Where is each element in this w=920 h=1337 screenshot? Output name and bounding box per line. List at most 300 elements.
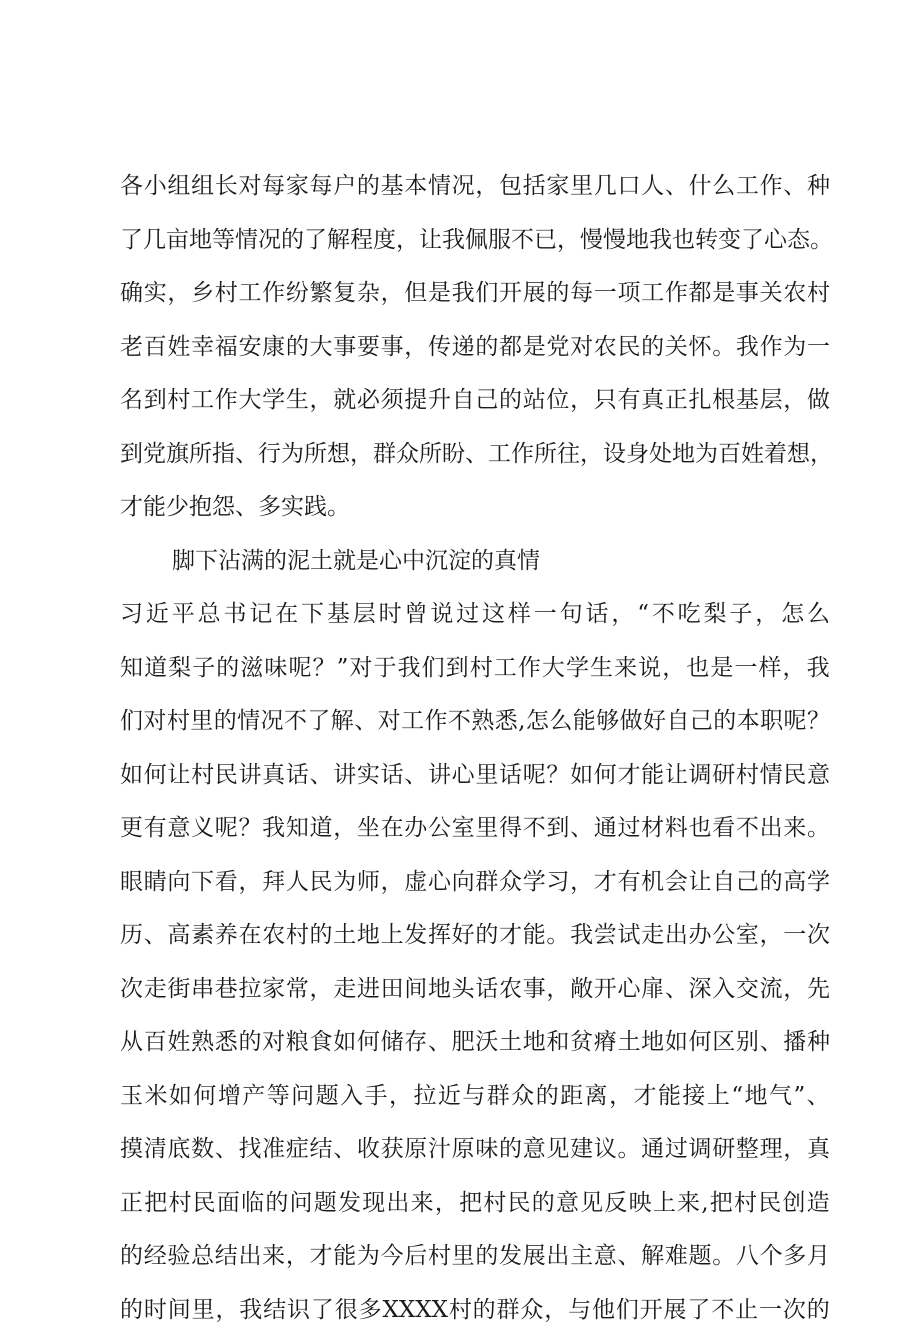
glyph: 播 [783,1016,806,1070]
glyph: 整 [736,1123,759,1177]
glyph: 、 [807,1070,830,1124]
glyph: 对 [349,642,372,696]
glyph: 产 [242,1070,265,1124]
glyph: , [701,1177,708,1231]
glyph: 道 [310,802,333,856]
section-heading [120,535,830,589]
glyph: 的 [473,1284,496,1337]
glyph: 粮 [286,1016,309,1070]
glyph: ？ [313,642,336,696]
glyph: 何 [193,1070,216,1124]
glyph: 的 [641,321,664,375]
glyph: 我 [649,214,672,268]
glyph: 的 [310,909,333,963]
glyph: 口 [617,160,640,214]
glyph: 什 [689,160,712,214]
glyph: 的 [286,321,309,375]
glyph: 地 [189,214,212,268]
glyph: 到 [120,428,143,482]
glyph: 旗 [166,428,189,482]
glyph: 建 [570,1123,593,1177]
glyph: 通 [594,802,617,856]
text-line [120,749,830,803]
glyph: 学 [523,856,546,910]
glyph: 村 [286,909,309,963]
glyph: 的 [546,267,569,321]
glyph: 项 [617,267,640,321]
glyph: 出 [665,909,688,963]
glyph: 梨 [704,588,727,642]
glyph: 一 [759,1284,782,1337]
glyph: 下 [191,856,214,910]
glyph: 民 [215,749,238,803]
glyph: ， [783,1123,806,1177]
glyph: 的 [238,1016,261,1070]
glyph: 把 [459,1177,482,1231]
glyph: 过 [617,802,640,856]
glyph: 熟 [471,695,494,749]
glyph: 出 [238,1230,261,1284]
glyph: 曾 [404,588,427,642]
glyph: ， [381,856,404,910]
glyph: 众 [511,1070,534,1124]
glyph: 展 [664,1284,687,1337]
glyph: 开 [499,267,522,321]
glyph: 讲 [238,749,261,803]
glyph: 层 [760,374,783,428]
glyph: 么 [549,695,572,749]
glyph: 如 [169,1070,192,1124]
glyph: 作 [215,374,238,428]
glyph: 也 [689,802,712,856]
glyph: 所 [304,428,327,482]
glyph: 老 [120,321,143,375]
heading-text: 脚下沾满的泥土就是心中沉淀的真情 [172,535,540,589]
glyph: 工 [238,267,261,321]
paragraph-1 [120,160,830,535]
glyph: 看 [712,802,735,856]
glyph: 必 [357,374,380,428]
glyph: 进 [357,963,380,1017]
glyph: 怎 [781,588,804,642]
glyph: 乡 [191,267,214,321]
glyph: 慢 [603,214,626,268]
glyph: 地 [745,1070,768,1124]
glyph: 不 [711,1284,734,1337]
glyph: 意 [594,1230,617,1284]
glyph: 。 [807,802,830,856]
glyph: 每 [570,267,593,321]
glyph: ， [238,856,261,910]
glyph: 能 [573,695,596,749]
glyph: 心 [428,856,451,910]
glyph: 的 [536,1070,559,1124]
glyph: 每 [262,160,285,214]
glyph: 呢 [215,802,238,856]
glyph: 过 [456,588,479,642]
glyph: 、 [665,160,688,214]
glyph: 不 [652,588,675,642]
glyph: 基 [381,160,404,214]
glyph: 近 [438,1070,461,1124]
glyph: 素 [191,909,214,963]
glyph: 学 [807,856,830,910]
glyph: 才 [617,749,640,803]
glyph: 呢 [784,695,807,749]
glyph: ， [333,802,356,856]
glyph: 出 [386,1177,409,1231]
glyph: 让 [665,749,688,803]
glyph: 情 [428,160,451,214]
glyph: 别 [736,1016,759,1070]
glyph: 关 [760,267,783,321]
glyph: 话 [286,749,309,803]
text-line [120,214,830,268]
glyph: 玉 [120,1070,143,1124]
glyph: 挥 [428,909,451,963]
glyph: 历 [120,909,143,963]
glyph: 民 [783,749,806,803]
glyph: 正 [665,374,688,428]
glyph: 复 [333,267,356,321]
glyph: 基 [327,588,350,642]
glyph: 走 [144,963,167,1017]
glyph: 研 [712,749,735,803]
glyph: 的 [532,1177,555,1231]
glyph: 对 [378,695,401,749]
glyph: 递 [452,321,475,375]
text-line [120,642,830,696]
glyph: 临 [241,1177,264,1231]
glyph: 拉 [238,963,261,1017]
glyph: 从 [120,1016,143,1070]
glyph: 自 [712,856,735,910]
glyph: 区 [712,1016,735,1070]
glyph: 识 [287,1284,310,1337]
glyph: 题 [314,1177,337,1231]
glyph: ， [783,374,806,428]
glyph: 瘠 [594,1016,617,1070]
glyph: 心 [617,963,640,1017]
glyph: 发 [499,1230,522,1284]
glyph: 与 [568,1284,591,1337]
glyph: 工 [641,267,664,321]
glyph: 农 [594,321,617,375]
glyph: 原 [404,1123,427,1177]
glyph: 气 [769,1070,792,1124]
glyph: 杂 [357,267,380,321]
glyph: ， [350,428,373,482]
glyph: 为 [783,321,806,375]
glyph: 民 [193,1177,216,1231]
glyph: 了 [741,214,764,268]
glyph: XXXX [382,1284,448,1337]
glyph: 对 [570,321,593,375]
glyph: 八 [736,1230,759,1284]
glyph: 慢 [580,214,603,268]
glyph: 繁 [310,267,333,321]
glyph: 个 [760,1230,783,1284]
glyph: 己 [475,374,498,428]
glyph: 、 [428,1016,451,1070]
glyph: 也 [686,642,709,696]
glyph: 养 [215,909,238,963]
glyph: 党 [546,321,569,375]
glyph: 站 [523,374,546,428]
glyph: 、 [333,1123,356,1177]
glyph: 子 [192,642,215,696]
glyph: 民 [310,856,333,910]
glyph: 传 [428,321,451,375]
glyph: 悉 [495,695,518,749]
glyph: 地 [523,1016,546,1070]
text-line [120,963,830,1017]
glyph: 过 [665,1123,688,1177]
glyph: 不 [523,802,546,856]
glyph: 自 [666,695,689,749]
glyph: 安 [238,321,261,375]
glyph: 主 [570,1230,593,1284]
glyph: 办 [404,802,427,856]
glyph: ， [167,267,190,321]
glyph: 土 [499,1016,522,1070]
glyph: 深 [689,963,712,1017]
glyph: 时 [379,588,402,642]
glyph: 转 [695,214,718,268]
glyph: 、 [617,1230,640,1284]
glyph: 距 [560,1070,583,1124]
glyph: 让 [419,214,442,268]
glyph: 实 [144,267,167,321]
glyph: 悉 [215,1016,238,1070]
glyph: 味 [475,1123,498,1177]
glyph: ， [570,374,593,428]
glyph: 有 [144,802,167,856]
glyph: 层 [353,588,376,642]
glyph: 的 [357,160,380,214]
glyph: 得 [499,802,522,856]
glyph: 和 [546,1016,569,1070]
glyph: 指 [212,428,235,482]
glyph: 总 [191,1230,214,1284]
glyph: 多 [359,1284,382,1337]
glyph: 调 [689,749,712,803]
glyph: 村 [167,695,190,749]
glyph: 着 [764,428,787,482]
glyph: 里 [475,802,498,856]
glyph: 吃 [678,588,701,642]
glyph: 对 [143,695,166,749]
glyph: 里 [190,695,213,749]
glyph: 我 [570,909,593,963]
glyph: 才 [310,1230,333,1284]
glyph: 所 [189,428,212,482]
glyph: 理 [760,1123,783,1177]
text-line [120,856,830,910]
glyph: 姓 [741,428,764,482]
glyph: 度 [373,214,396,268]
glyph: ？ [546,749,569,803]
glyph: 话 [475,963,498,1017]
glyph: 向 [167,856,190,910]
glyph: 们 [475,267,498,321]
glyph: 难 [665,1230,688,1284]
glyph: 百 [144,321,167,375]
glyph: 的 [475,909,498,963]
glyph: 事 [736,267,759,321]
glyph: 了 [311,1284,334,1337]
glyph: 反 [604,1177,627,1231]
glyph: 种 [807,1016,830,1070]
glyph: 事 [381,321,404,375]
glyph: ， [475,160,498,214]
glyph: 亩 [166,214,189,268]
paragraph-2 [120,588,830,1337]
glyph: 几 [594,160,617,214]
glyph: 底 [167,1123,190,1177]
glyph: 每 [310,160,333,214]
glyph: 师 [357,856,380,910]
glyph: 机 [641,856,664,910]
glyph: 意 [807,749,830,803]
glyph: 在 [238,909,261,963]
glyph: 话 [381,749,404,803]
glyph: 街 [167,963,190,1017]
glyph: 须 [381,374,404,428]
glyph: 各 [120,160,143,214]
glyph: 熟 [191,1016,214,1070]
glyph: 意 [556,1177,579,1231]
glyph: 子 [729,588,752,642]
glyph: 基 [736,374,759,428]
glyph: 意 [167,802,190,856]
glyph: 肥 [452,1016,475,1070]
glyph: ， [546,963,569,1017]
glyph: 里 [570,160,593,214]
glyph: 群 [373,428,396,482]
glyph: 有 [617,374,640,428]
glyph: 句 [560,588,583,642]
glyph: 行 [258,428,281,482]
glyph: ， [396,214,419,268]
glyph: 准 [262,1123,285,1177]
text-line [120,321,830,375]
glyph: 造 [807,1177,830,1231]
glyph: 公 [712,909,735,963]
glyph: 、 [354,695,377,749]
glyph: 坐 [357,802,380,856]
glyph: 室 [736,909,759,963]
glyph: 括 [523,160,546,214]
glyph: 一 [783,909,806,963]
glyph: 对 [238,160,261,214]
glyph: 程 [350,214,373,268]
glyph: 真 [262,749,285,803]
glyph: 说 [430,588,453,642]
glyph: 沃 [475,1016,498,1070]
glyph: 了 [687,1284,710,1337]
glyph: 况 [261,695,284,749]
glyph: ” [337,642,349,696]
glyph: 姓 [167,321,190,375]
glyph: ， [404,321,427,375]
glyph: 能 [658,1070,681,1124]
glyph: 清 [144,1123,167,1177]
glyph: 群 [487,1070,510,1124]
glyph: 己 [736,856,759,910]
glyph: 、 [215,1123,238,1177]
glyph: 为 [333,856,356,910]
glyph: 串 [191,963,214,1017]
glyph: 让 [689,856,712,910]
glyph: 本 [737,695,760,749]
glyph: ， [389,1070,412,1124]
glyph: 平 [172,588,195,642]
glyph: 开 [594,963,617,1017]
glyph: 梨 [168,642,191,696]
glyph: 的 [120,1230,143,1284]
glyph: 作 [424,695,447,749]
glyph: 止 [735,1284,758,1337]
glyph: 发 [404,909,427,963]
glyph: 群 [475,856,498,910]
glyph: 原 [452,1123,475,1177]
glyph: 的 [475,1230,498,1284]
glyph: 常 [286,963,309,1017]
glyph: ， [783,642,806,696]
glyph: 组 [167,160,190,214]
glyph: 设 [603,428,626,482]
text-line [120,481,830,535]
glyph: 了 [304,214,327,268]
glyph: 知 [120,642,143,696]
glyph: 一 [534,588,557,642]
glyph: ， [755,588,778,642]
glyph: 作 [511,428,534,482]
glyph: 离 [585,1070,608,1124]
glyph: 长 [215,160,238,214]
glyph: 我 [262,802,285,856]
glyph: 众 [520,1284,543,1337]
glyph: 里 [192,1284,215,1337]
glyph: 时 [144,1284,167,1337]
glyph: 所 [534,428,557,482]
glyph: 是 [523,321,546,375]
glyph: 态 [787,214,810,268]
glyph: 入 [712,963,735,1017]
glyph: 幸 [191,321,214,375]
glyph: 室 [452,802,475,856]
glyph: 与 [462,1070,485,1124]
glyph: 但 [404,267,427,321]
glyph: 地 [357,909,380,963]
glyph: 义 [191,802,214,856]
glyph: 他 [592,1284,615,1337]
glyph: 实 [357,749,380,803]
glyph: 身 [626,428,649,482]
glyph: 的 [475,321,498,375]
glyph: 学 [566,642,589,696]
glyph: 家 [546,160,569,214]
glyph: 农 [262,909,285,963]
glyph: 地 [428,963,451,1017]
glyph: 小 [144,160,167,214]
glyph: 总 [198,588,221,642]
text-line [120,1070,830,1124]
glyph: 根 [712,374,735,428]
glyph: 间 [404,963,427,1017]
glyph: 工 [401,695,424,749]
